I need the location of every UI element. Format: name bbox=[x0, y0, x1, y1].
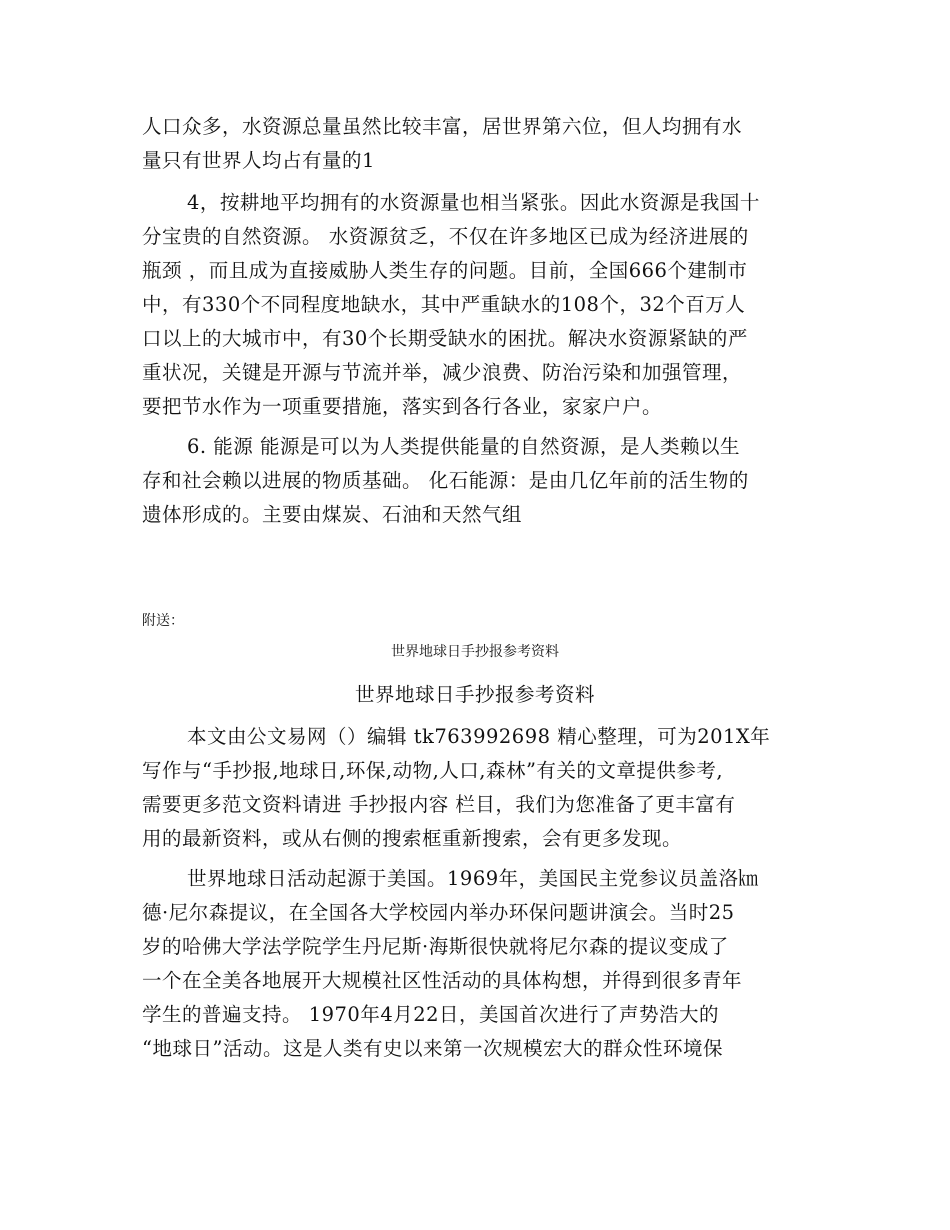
paragraph-line: 分宝贵的自然资源。 水资源贫乏，不仅在许多地区已成为经济进展的 bbox=[142, 225, 749, 248]
paragraph-line: 量只有世界人均占有量的1 bbox=[142, 149, 375, 172]
appendix-subtitle: 世界地球日手抄报参考资料 bbox=[391, 644, 559, 660]
appendix-title: 世界地球日手抄报参考资料 bbox=[354, 683, 595, 706]
paragraph-line: 4，按耕地平均拥有的水资源量也相当紧张。因此水资源是我国十 bbox=[187, 191, 760, 214]
paragraph-line: 本文由公文易网（）编辑 tk763992698 精心整理，可为201X年 bbox=[187, 725, 771, 748]
paragraph-line: 岁的哈佛大学法学院学生丹尼斯·海斯很快就将尼尔森的提议变成了 bbox=[142, 935, 729, 958]
paragraph-line: 重状况，关键是开源与节流并举，减少浪费、防治污染和加强管理， bbox=[142, 361, 743, 384]
paragraph-line: 一个在全美各地展开大规模社区性活动的具体构想，并得到很多青年 bbox=[142, 969, 743, 992]
paragraph-line: 学生的普遍支持。 1970年4月22日，美国首次进行了声势浩大的 bbox=[142, 1003, 720, 1026]
paragraph-line: 口以上的大城市中，有30个长期受缺水的困扰。解决水资源紧缺的严 bbox=[142, 327, 748, 350]
paragraph-line: 写作与“手抄报,地球日,环保,动物,人口,森林”有关的文章提供参考, bbox=[142, 759, 724, 782]
paragraph-line: “地球日”活动。这是人类有史以来第一次规模宏大的群众性环境保 bbox=[142, 1037, 723, 1060]
paragraph-line: 人口众多，水资源总量虽然比较丰富，居世界第六位，但人均拥有水 bbox=[142, 115, 743, 138]
paragraph-line: 遗体形成的。主要由煤炭、石油和天然气组 bbox=[142, 503, 523, 526]
paragraph-line: 中，有330个不同程度地缺水，其中严重缺水的108个，32个百万人 bbox=[142, 293, 746, 316]
paragraph-line: 需要更多范文资料请进 手抄报内容 栏目，我们为您准备了更丰富有 bbox=[142, 793, 736, 816]
paragraph-line: 世界地球日活动起源于美国。1969年，美国民主党参议员盖洛㎞ bbox=[187, 867, 759, 890]
paragraph-line: 瓶颈 ，而且成为直接威胁人类生存的问题。目前，全国666个建制市 bbox=[142, 259, 748, 282]
paragraph-line: 用的最新资料，或从右侧的搜索框重新搜索，会有更多发现。 bbox=[142, 827, 683, 850]
paragraph-line: 德·尼尔森提议，在全国各大学校园内举办环保问题讲演会。当时25 bbox=[142, 901, 735, 924]
paragraph-line: 6. 能源 能源是可以为人类提供能量的自然资源，是人类赖以生 bbox=[187, 435, 741, 458]
paragraph-line: 要把节水作为一项重要措施，落实到各行各业，家家户户。 bbox=[142, 395, 663, 418]
appendix-label: 附送： bbox=[142, 613, 184, 629]
paragraph-line: 存和社会赖以进展的物质基础。 化石能源：是由几亿年前的活生物的 bbox=[142, 469, 749, 492]
